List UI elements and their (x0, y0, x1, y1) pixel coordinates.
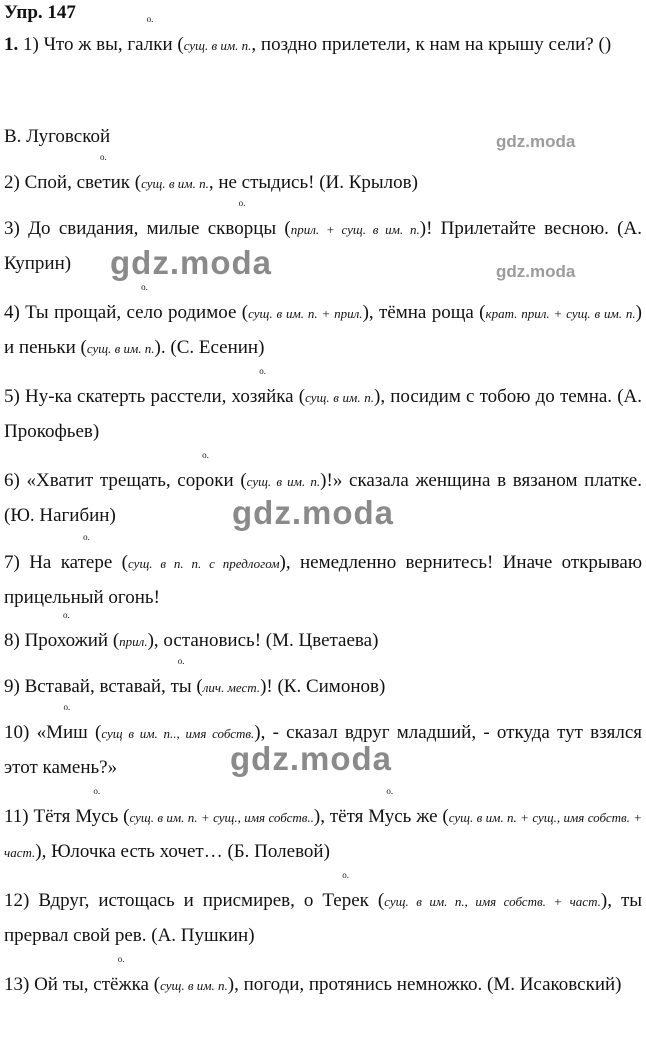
item-tail: , погоди, протянись немножко. (М. Исаковский) (234, 974, 622, 995)
grammar-note: сущ. в им. п. (160, 978, 228, 993)
item-tail: ), тёмна роща ( (362, 302, 486, 323)
word-text: Прохожий (24, 630, 109, 651)
stress-mark: о. (93, 786, 101, 796)
word-text: катере (60, 552, 113, 573)
item-tail: , поздно прилетели, к нам на крышу сели? () (251, 34, 612, 55)
item-tail: , не стыдись! (И. Крылов) (208, 172, 418, 193)
item-8: 8) о. Прохожий (прил.), остановись! (М. Цветаева) (4, 624, 642, 659)
address-word (231, 366, 294, 414)
address-word (24, 610, 109, 658)
item-lead: 3) До свидания, милые (4, 218, 208, 239)
item-tail: , тётя (320, 806, 369, 827)
address-word (46, 702, 88, 750)
word-text: скворцы (207, 218, 277, 239)
stress-mark: о. (202, 450, 209, 460)
address-word (76, 152, 131, 200)
item-tail: , ты прервал свой рев. (А. Пушкин) (4, 890, 643, 946)
address-word (75, 786, 119, 834)
address-word (322, 870, 369, 918)
item-tail: ! (К. Симонов) (266, 676, 386, 697)
word-text: ты (170, 676, 192, 697)
grammar-note: сущ. в им. п., имя собств. + част. (384, 894, 601, 909)
item-lead: 10) « (4, 722, 47, 743)
address-word (170, 656, 192, 704)
grammar-note: сущ. в им. п. + прил. (248, 306, 363, 321)
word-text: Мусь (75, 806, 119, 827)
grammar-note: сущ. в им. п. (246, 474, 321, 489)
stress-mark: о. (99, 152, 107, 162)
watermark-large: gdz.moda (230, 740, 392, 777)
item-lead: 4) Ты прощай, (4, 302, 127, 323)
grammar-note: сущ. в им. п. (141, 176, 209, 191)
item-tail: , - сказал вдруг младший, - откуда тут взялся этот камень?» (4, 722, 643, 778)
word-text: Мусь (368, 806, 412, 827)
item-tail-2: ) и пеньки ( (4, 302, 642, 358)
item-tail: , немедленно вернитесь! Иначе открываю прицельный огонь! (4, 552, 643, 608)
grammar-note: сущ. в им. п. (183, 38, 252, 53)
item-lead: 1) Что ж вы, (23, 34, 128, 55)
item-tail: , посидим с тобою до темна. (А. Прокофьев) (4, 386, 642, 442)
watermark-small: gdz.moda (496, 132, 576, 151)
item-lead: 9) Вставай, вставай, (4, 676, 171, 697)
address-word (93, 954, 149, 1002)
item-12: 12) Вдруг, истощась и присмирев, о о. Терек (сущ. в им. п., имя собств. + част.), ты прервал свой рев. (А. Пушкин) (4, 870, 643, 946)
item-lead: 11) Тётя (4, 806, 76, 827)
part-number: 1. (4, 34, 19, 55)
item-tail-2: ), Юлочка есть хочет… (Б. Полевой) (35, 841, 330, 862)
item-lead: 12) Вдруг, истощась и присмирев, о (4, 890, 323, 911)
item-5: 5) Ну-ка скатерть расстели, о. хозяйка (сущ. в им. п.), посидим с тобою до темна. (А. Прокофьев) (4, 366, 642, 442)
item-6: 6) «Хватит трещать, о. сороки (сущ. в им. п.)!» сказала женщина в вязаном платке. (Ю. Нагибин) (4, 450, 642, 526)
watermark-small: gdz.moda (496, 262, 576, 281)
item-lead: 7) На (4, 552, 61, 573)
stress-mark: о. (342, 870, 349, 880)
grammar-note: лич. мест. (202, 680, 261, 695)
word-text: галки (127, 34, 173, 55)
grammar-note: прил. + сущ. в им. п. (290, 222, 420, 237)
stress-mark: о. (238, 198, 246, 208)
item-lead: 2) Спой, (4, 172, 77, 193)
item-7: 7) На о. катере (сущ. в п. п. с предлогом), немедленно вернитесь! Иначе открываю прицельный огонь! (4, 532, 643, 608)
watermark-large: gdz.moda (110, 244, 272, 281)
word-text: светик (76, 172, 131, 193)
grammar-note-3: сущ. в им. п. (86, 341, 155, 356)
grammar-note: сущ. в им. п. (305, 390, 375, 405)
item-lead: 8) (4, 630, 25, 651)
stress-mark: о. (146, 14, 154, 24)
item-tail-3: ). (С. Есенин) (154, 337, 265, 358)
stress-mark: о. (386, 786, 394, 796)
item-tail: , остановись! (М. Цветаева) (153, 630, 379, 651)
word-text: Терек (322, 890, 369, 911)
item-text: родимое ( (162, 302, 249, 323)
stress-mark: о. (62, 610, 70, 620)
author-name: В. Луговской (4, 126, 111, 147)
item-4 (4, 282, 642, 366)
item-tail: !» сказала женщина в вязаном платке. (Ю. Нагибин) (4, 470, 642, 526)
item-lead: 5) Ну-ка скатерть расстели, (4, 386, 232, 407)
stress-mark: о. (83, 532, 90, 542)
address-word (127, 14, 173, 62)
address-word (60, 532, 113, 580)
stress-mark: о. (117, 954, 125, 964)
stress-mark: о. (177, 656, 185, 666)
item-lead: 6) «Хватит трещать, (4, 470, 178, 491)
grammar-note: прил. (119, 634, 148, 649)
address-word-2 (368, 786, 412, 834)
word-text: хозяйка (231, 386, 294, 407)
word-text: Миш (46, 722, 88, 743)
item-text: же ( (411, 806, 449, 827)
grammar-note: сущ. в п. п. с предлогом (128, 556, 280, 571)
stress-mark: о. (63, 702, 71, 712)
stress-mark: о. (259, 366, 266, 376)
item-tail: ! Прилетайте весною. (А. Куприн) (4, 218, 642, 274)
grammar-note: сущ. в им. п. + сущ., имя собств.. (129, 810, 314, 825)
address-word (177, 450, 234, 498)
item-lead: 13) Ой ты, (4, 974, 94, 995)
item-9: 9) Вставай, вставай, о. ты (лич. мест.)! (К. Симонов) (4, 670, 642, 705)
word-text: сороки (177, 470, 234, 491)
address-word (207, 198, 277, 246)
item-11: 11) Тётя о. Мусь (сущ. в им. п. + сущ., имя собств..), тётя о. Мусь же (сущ. в им. п. + сущ., имя собств. + част.), Юлочка есть хочет… (Б. Полевой) (4, 786, 643, 862)
address-word (126, 282, 163, 330)
grammar-note-2: крат. прил. + сущ. в им. п. (485, 306, 636, 321)
watermark-large: gdz.moda (232, 494, 394, 531)
grammar-note: сущ в им. п.., имя собств. (101, 726, 255, 741)
item-3: 3) До свидания, милые о. скворцы (прил. + сущ. в им. п.)! Прилетайте весною. (А. Куприн) (4, 198, 642, 274)
exercise-title: Упр. 147 (4, 2, 76, 23)
word-text: село (126, 302, 163, 323)
item-1: 1. 1) Что ж вы, о. галки (сущ. в им. п., поздно прилетели, к нам на крышу сели? () (4, 28, 642, 63)
grammar-note-2: сущ. в им. п. + сущ., имя собств. + част. (4, 810, 643, 860)
item-2: 2) Спой, о. светик (сущ. в им. п., не стыдись! (И. Крылов) (4, 166, 642, 201)
word-text: стёжка (93, 974, 149, 995)
item-13: 13) Ой ты, о. стёжка (сущ. в им. п.), погоди, протянись немножко. (М. Исаковский) (4, 968, 642, 1003)
item-10: 10) « о. Миш (сущ в им. п.., имя собств.), - сказал вдруг младший, - откуда тут взялся этот камень?» (4, 702, 643, 778)
stress-mark: о. (141, 282, 148, 292)
